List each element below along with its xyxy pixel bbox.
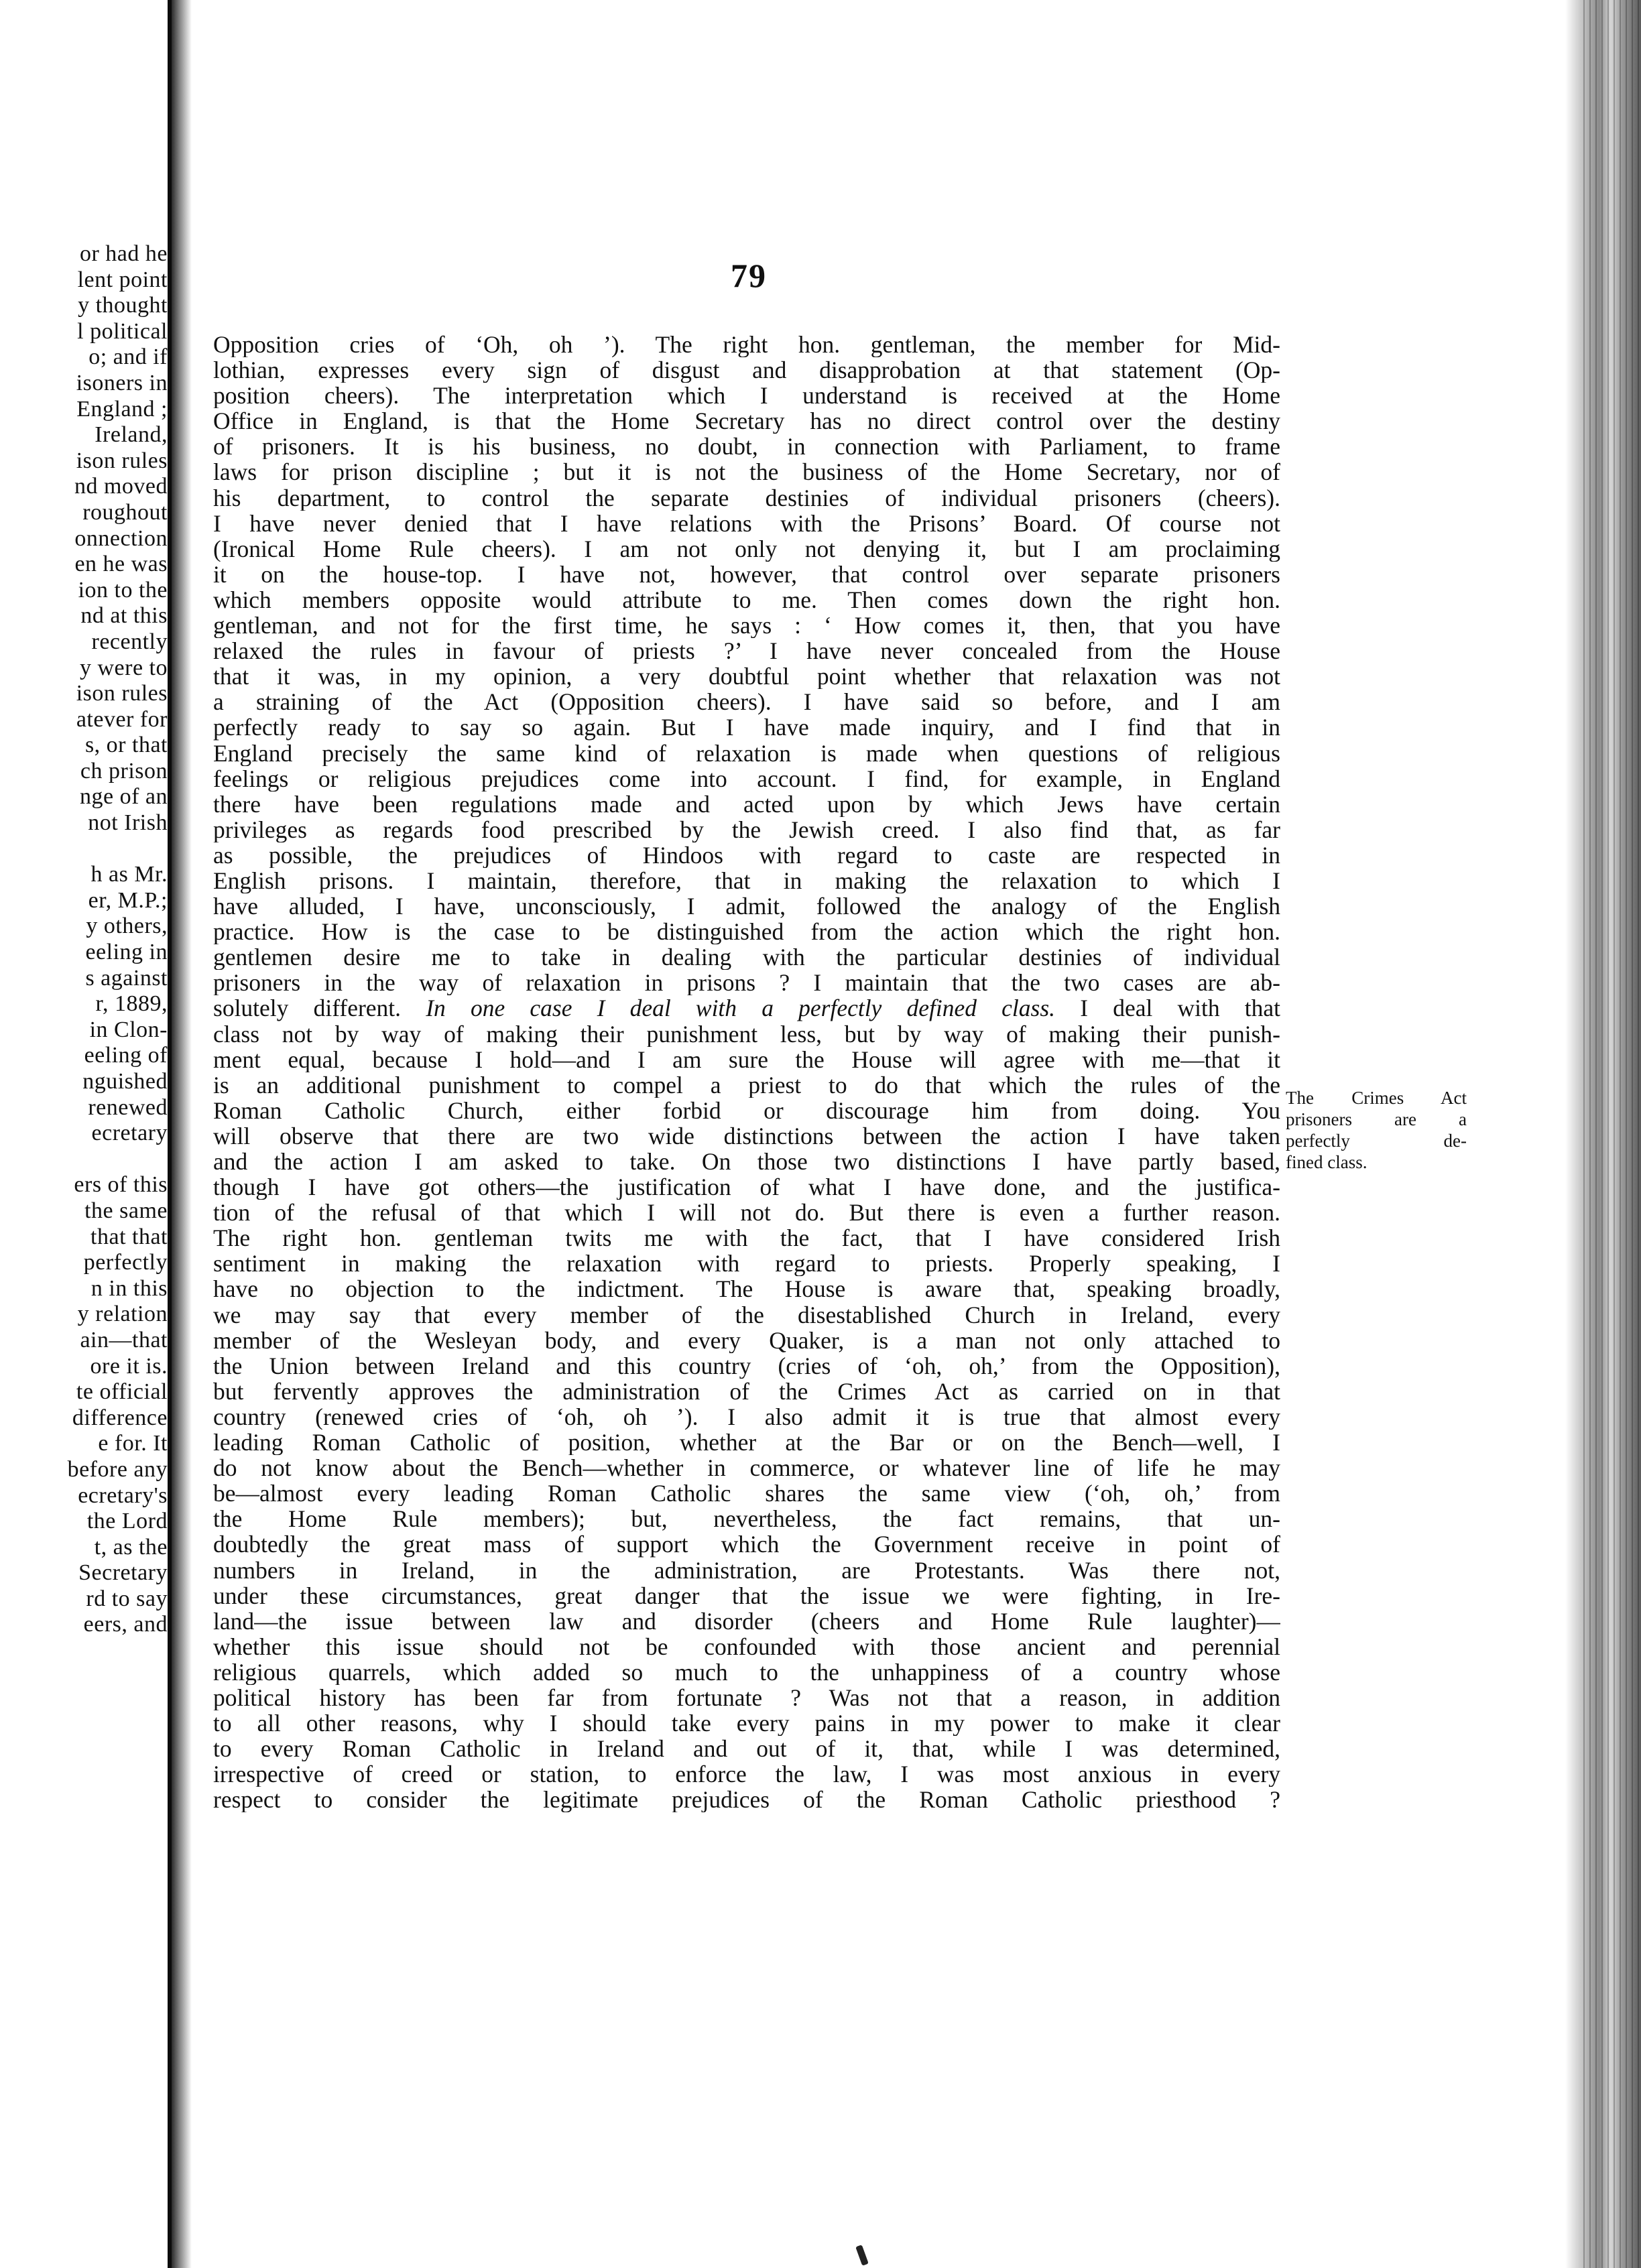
- body-text: [213, 332, 1280, 1812]
- text-line: political history has been far from fortunate ? Was not that a reason, in addition: [213, 1684, 1280, 1711]
- previous-page-line: ion to the: [78, 577, 168, 603]
- previous-page-line: in Clon-: [89, 1017, 168, 1042]
- text-line: leading Roman Catholic of position, whether at the Bar or on the Bench—well, I: [213, 1430, 1280, 1456]
- text-line: privileges as regards food prescribed by the Jewish creed. I also find that, as far: [213, 816, 1280, 842]
- previous-page-line: r, 1889,: [95, 991, 168, 1017]
- previous-page-line: nge of an: [79, 784, 168, 810]
- previous-page-line: the Lord: [86, 1509, 168, 1534]
- previous-page-line: roughout: [82, 499, 168, 525]
- text-line: gentlemen desire me to take in dealing with the particular destinies of individual: [213, 944, 1280, 970]
- text-line: English prisons. I maintain, therefore, that in making the relaxation to which I: [213, 867, 1280, 894]
- text-line: [213, 995, 1280, 1021]
- previous-page-line: ison rules: [76, 448, 168, 473]
- text-line: will observe that there are two wide distinctions between the action I have taken: [213, 1123, 1280, 1149]
- previous-page-line: Secretary: [78, 1560, 168, 1586]
- text-line: prisoners in the way of relaxation in prisons ? I maintain that the two cases are ab-: [213, 970, 1280, 996]
- text-line: respect to consider the legitimate prejudices of the Roman Catholic priesthood ?: [213, 1787, 1280, 1813]
- previous-page-line: [0, 1147, 168, 1173]
- text-line: that it was, in my opinion, a very doubtful point whether that relaxation was not: [213, 664, 1280, 690]
- text-line: practice. How is the case to be distinguished from the action which the right hon.: [213, 919, 1280, 945]
- previous-page-line: the same: [84, 1198, 168, 1223]
- previous-page-line: s, or that: [84, 733, 168, 758]
- text-line: class not by way of making their punishment less, but by way of making their punish-: [213, 1021, 1280, 1047]
- previous-page-line: rd to say: [86, 1586, 168, 1611]
- text-line: land—the issue between law and disorder (cheers and Home Rule laughter)—: [213, 1608, 1280, 1634]
- previous-page-line: eeling in: [85, 940, 168, 965]
- text-line: to every Roman Catholic in Ireland and out of it, that, while I was determined,: [213, 1736, 1280, 1762]
- previous-page-line: ers of this: [74, 1172, 168, 1198]
- text-line: though I have got others—the justification of what I have done, and the justifica-: [213, 1174, 1280, 1200]
- previous-page-fragment: [0, 241, 168, 1638]
- text-line: lothian, expresses every sign of disgust and disapprobation at that statement (Op-: [213, 357, 1280, 383]
- text-line: a straining of the Act (Opposition cheers). I have said so before, and I am: [213, 689, 1280, 715]
- previous-page-line: ecretary: [91, 1121, 168, 1146]
- scan-mark: [855, 2245, 869, 2266]
- previous-page-line: England ;: [76, 396, 168, 422]
- text-line: tion of the refusal of that which I will not do. But there is even a further reason.: [213, 1200, 1280, 1226]
- text-line: do not know about the Bench—whether in commerce, or whatever line of life he may: [213, 1455, 1280, 1481]
- text-line: numbers in Ireland, in the administration, are Protestants. Was there not,: [213, 1557, 1280, 1583]
- text-line: position cheers). The interpretation which I understand is received at the Home: [213, 383, 1280, 409]
- previous-page-line: o; and if: [88, 344, 168, 370]
- previous-page-line: isoners in: [76, 370, 168, 395]
- text-line: be—almost every leading Roman Catholic shares the same view (‘oh, oh,’ from: [213, 1480, 1280, 1507]
- text-line: religious quarrels, which added so much to the unhappiness of a country whose: [213, 1659, 1280, 1685]
- previous-page-line: ch prison: [80, 758, 168, 783]
- previous-page-line: s against: [85, 965, 168, 991]
- previous-page-line: ore it is.: [90, 1353, 168, 1379]
- margin-note-line: prisoners are a: [1286, 1109, 1467, 1129]
- text-line: is an additional punishment to compel a priest to do that which the rules of the: [213, 1072, 1280, 1098]
- page-number: 79: [731, 257, 767, 294]
- previous-page-line: or had he: [79, 241, 168, 266]
- text-line: we may say that every member of the disestablished Church in Ireland, every: [213, 1302, 1280, 1328]
- text-line: have no objection to the indictment. The House is aware that, speaking broadly,: [213, 1276, 1280, 1302]
- previous-page-line: en he was: [74, 552, 168, 577]
- margin-note-line: perfectly de-: [1286, 1131, 1467, 1151]
- previous-page-line: l political: [77, 318, 168, 344]
- text-line: have alluded, I have, unconsciously, I admit, followed the analogy of the English: [213, 893, 1280, 920]
- previous-page-line: that that: [90, 1224, 168, 1249]
- previous-page-line: atever for: [76, 706, 168, 732]
- text-line: laws for prison discipline ; but it is not the business of the Home Secretary, nor of: [213, 459, 1280, 485]
- text-line: his department, to control the separate destinies of individual prisoners (cheers).: [213, 485, 1280, 511]
- text-line: irrespective of creed or station, to enforce the law, I was most anxious in every: [213, 1761, 1280, 1787]
- previous-page-line: eeling of: [84, 1043, 168, 1068]
- previous-page-line: lent point: [77, 267, 168, 292]
- text-line: whether this issue should not be confounded with those ancient and perennial: [213, 1633, 1280, 1659]
- text-line: sentiment in making the relaxation with regard to priests. Properly speaking, I: [213, 1251, 1280, 1277]
- previous-page-line: t, as the: [94, 1534, 168, 1560]
- text-line: the Home Rule members); but, nevertheless, the fact remains, that un-: [213, 1506, 1280, 1532]
- previous-page-line: before any: [67, 1456, 168, 1482]
- previous-page-line: y relation: [77, 1302, 168, 1327]
- text-segment: I deal with that: [1080, 995, 1280, 1021]
- text-line: under these circumstances, great danger that the issue we were fighting, in Ire-: [213, 1582, 1280, 1609]
- previous-page-line: eers, and: [83, 1612, 168, 1637]
- previous-page-line: difference: [72, 1405, 168, 1430]
- text-line: member of the Wesleyan body, and every Quaker, is a man not only attached to: [213, 1327, 1280, 1353]
- text-line: country (renewed cries of ‘oh, oh ’). I also admit it is true that almost every: [213, 1403, 1280, 1430]
- text-line: England precisely the same kind of relaxation is made when questions of religious: [213, 740, 1280, 766]
- text-line: which members opposite would attribute to me. Then comes down the right hon.: [213, 586, 1280, 613]
- text-line: of prisoners. It is his business, no doubt, in connection with Parliament, to frame: [213, 434, 1280, 460]
- previous-page-line: ecretary's: [78, 1483, 168, 1508]
- previous-page-line: er, M.P.;: [88, 887, 168, 913]
- italic-emphasis: In one case I deal with a perfectly defined class.: [426, 995, 1056, 1021]
- previous-page-line: y thought: [78, 293, 168, 318]
- previous-page-line: nguished: [82, 1069, 168, 1094]
- previous-page-line: perfectly: [83, 1250, 168, 1275]
- text-line: Office in England, is that the Home Secretary has no direct control over the destiny: [213, 408, 1280, 434]
- text-line: ment equal, because I hold—and I am sure the House will agree with me—that it: [213, 1046, 1280, 1072]
- previous-page-line: [0, 836, 168, 863]
- gutter-shadow: [172, 0, 192, 2268]
- previous-page-line: n in this: [90, 1275, 168, 1301]
- text-line: (Ironical Home Rule cheers). I am not only not denying it, but I am proclaiming: [213, 536, 1280, 562]
- text-line: it on the house-top. I have not, however, that control over separate prisoners: [213, 561, 1280, 587]
- text-line: as possible, the prejudices of Hindoos with regard to caste are respected in: [213, 842, 1280, 868]
- margin-note-line: fined class.: [1286, 1152, 1368, 1172]
- previous-page-line: e for. It: [98, 1431, 168, 1456]
- text-line: Opposition cries of ‘Oh, oh ’). The right hon. gentleman, the member for Mid-: [213, 332, 1280, 358]
- text-line: Roman Catholic Church, either forbid or discourage him from doing. You: [213, 1097, 1280, 1123]
- text-line: feelings or religious prejudices come into account. I find, for example, in England: [213, 765, 1280, 792]
- previous-page-line: nd moved: [74, 474, 168, 499]
- text-line: the Union between Ireland and this country (cries of ‘oh, oh,’ from the Opposition),: [213, 1352, 1280, 1379]
- text-line: relaxed the rules in favour of priests ?’ I have never concealed from the House: [213, 638, 1280, 664]
- previous-page-line: not Irish: [88, 810, 168, 836]
- text-line: gentleman, and not for the first time, he says : ‘ How comes it, then, that you have: [213, 613, 1280, 639]
- previous-page-line: Ireland,: [95, 422, 168, 448]
- text-line: but fervently approves the administration of the Crimes Act as carried on in that: [213, 1378, 1280, 1404]
- previous-page-line: renewed: [88, 1094, 168, 1120]
- previous-page-line: y were to: [79, 655, 168, 680]
- text-segment: solutely different.: [213, 995, 402, 1021]
- text-line: and the action I am asked to take. On those two distinctions I have partly based,: [213, 1149, 1280, 1175]
- previous-page-line: h as Mr.: [90, 862, 168, 887]
- text-line: The right hon. gentleman twits me with the fact, that I have considered Irish: [213, 1225, 1280, 1251]
- text-line: there have been regulations made and acted upon by which Jews have certain: [213, 791, 1280, 817]
- previous-page-line: te official: [76, 1379, 168, 1405]
- page-edge-lines: [1583, 0, 1641, 2268]
- previous-page-line: recently: [91, 629, 168, 654]
- text-line: perfectly ready to say so again. But I have made inquiry, and I find that in: [213, 714, 1280, 741]
- text-line: I have never denied that I have relations with the Prisons’ Board. Of course not: [213, 510, 1280, 536]
- previous-page-line: ison rules: [76, 681, 168, 706]
- previous-page-line: y others,: [86, 914, 168, 939]
- previous-page-line: onnection: [74, 525, 168, 551]
- text-line: doubtedly the great mass of support which the Government receive in point of: [213, 1531, 1280, 1558]
- previous-page-line: ain—that: [80, 1327, 168, 1352]
- previous-page-line: nd at this: [80, 603, 168, 629]
- margin-note-line: The Crimes Act: [1286, 1088, 1467, 1108]
- text-line: to all other reasons, why I should take every pains in my power to make it clear: [213, 1710, 1280, 1737]
- margin-note: [1286, 1087, 1467, 1173]
